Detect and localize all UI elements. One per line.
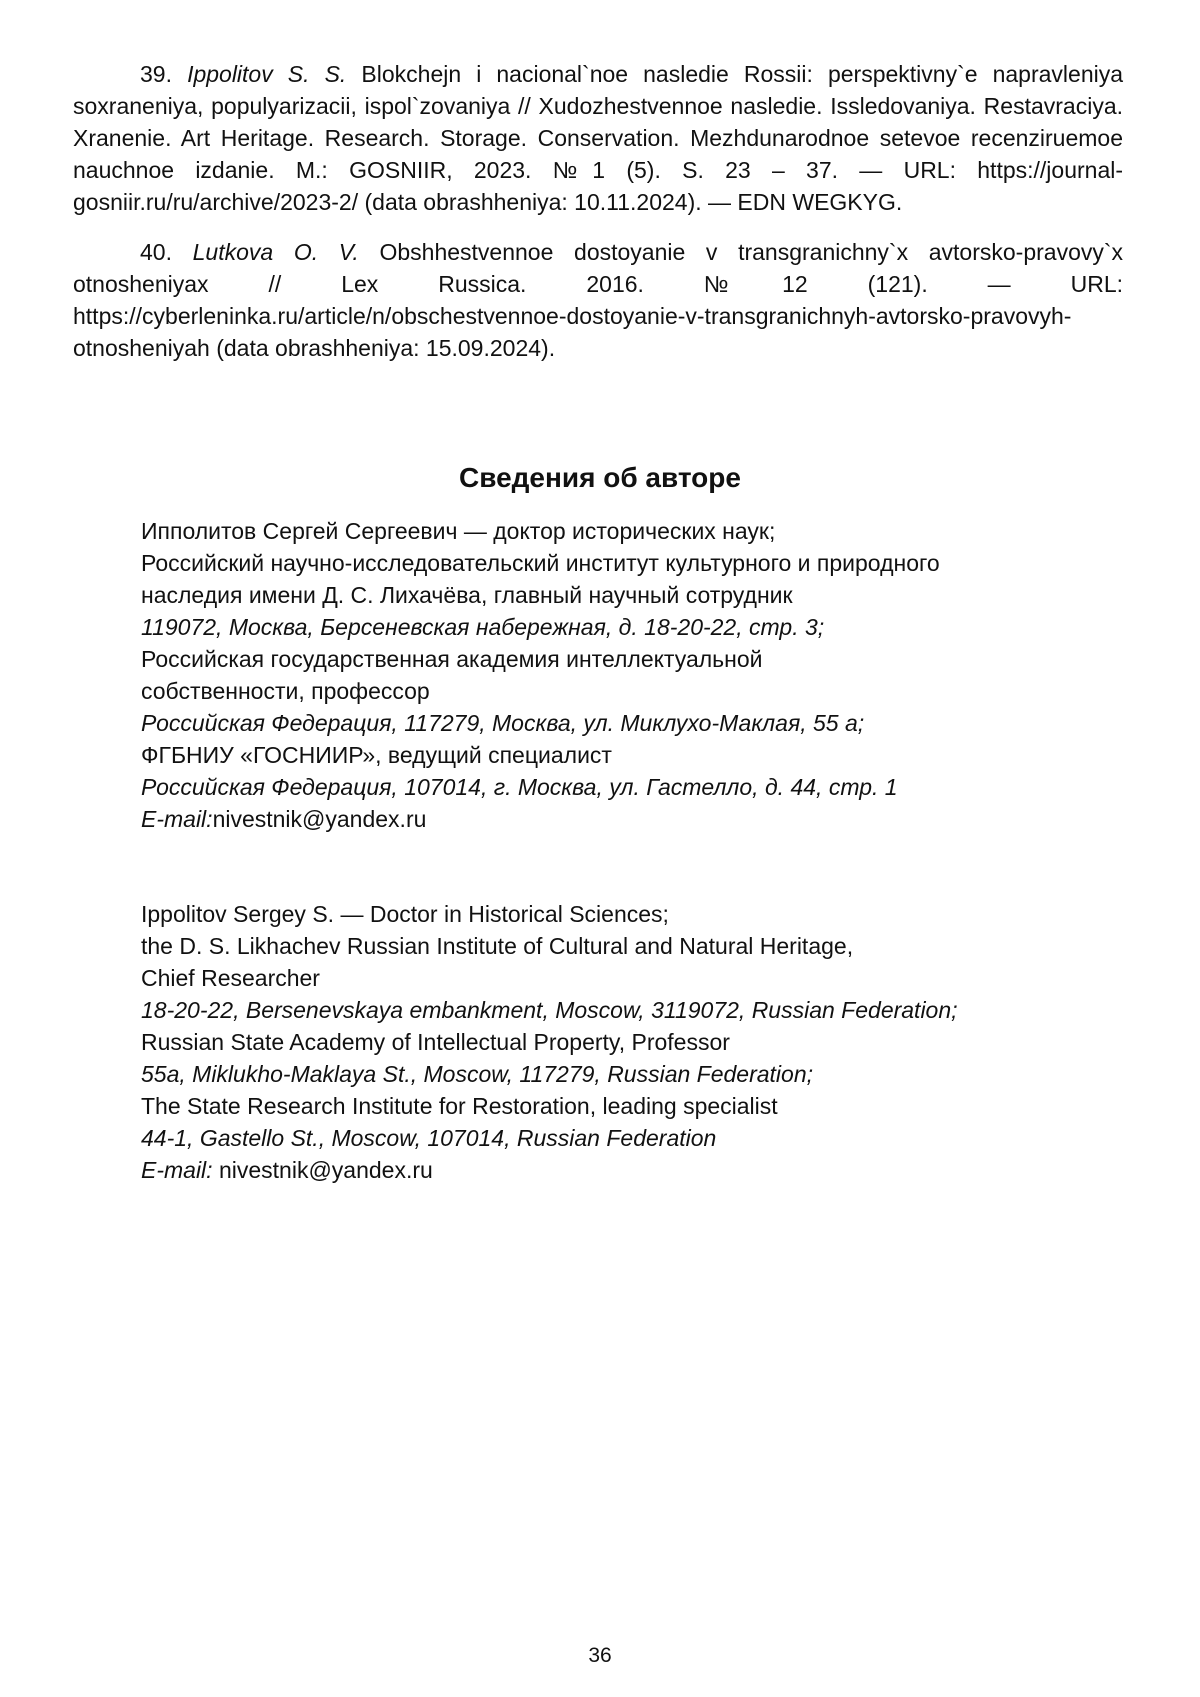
affiliation-line: The State Research Institute for Restoration, leading specialist xyxy=(141,1093,778,1119)
section-title: Сведения об авторе xyxy=(459,462,741,493)
author-name-degree: Ippolitov Sergey S. — Doctor in Historical Sciences; xyxy=(141,901,669,927)
affiliation-line: the D. S. Likhachev Russian Institute of Cultural and Natural Heritage, xyxy=(141,933,854,959)
affiliation-line: ФГБНИУ «ГОСНИИР», ведущий специалист xyxy=(141,742,612,768)
reference-number: 40. xyxy=(140,239,172,265)
reference-author: Lutkova O. V. xyxy=(192,239,359,265)
reference-author: Ippolitov S. S. xyxy=(187,61,347,87)
email-label: E-mail: xyxy=(141,806,213,832)
affiliation-line: Chief Researcher xyxy=(141,965,320,991)
address-line: 18-20-22, Bersenevskaya embankment, Moscow, 3119072, Russian Federation; xyxy=(141,997,958,1023)
email-link[interactable]: nivestnik@yandex.ru xyxy=(212,806,427,832)
email-link[interactable]: nivestnik@yandex.ru xyxy=(218,1157,433,1183)
affiliation-line: Russian State Academy of Intellectual Property, Professor xyxy=(141,1029,730,1055)
affiliation-line: собственности, профессор xyxy=(141,678,430,704)
affiliation-line: Российский научно-исследовательский институт культурного и природного xyxy=(141,550,940,576)
address-line: 55a, Miklukho-Maklaya St., Moscow, 117279, Russian Federation; xyxy=(141,1061,814,1087)
email-label: E-mail: xyxy=(141,1157,213,1183)
address-line: 44-1, Gastello St., Moscow, 107014, Russian Federation xyxy=(141,1125,717,1151)
reference-number: 39. xyxy=(140,61,172,87)
affiliation-line: наследия имени Д. С. Лихачёва, главный научный сотрудник xyxy=(141,582,793,608)
author-info-russian xyxy=(141,515,1141,835)
reference-text: Obshhestvennoe dostoyanie v transgranichny`x avtorsko-pravovy`x otnosheniyax // Lex Russica. 2016. №12 (121). — URL: https://cyberleninka.ru/article/n/obschestvennoe-dostoyanie-v-transgranichnyh-avtorsko-pravovyh-otnosheniyah (data obrashheniya: 15.09.2024). xyxy=(73,239,1124,361)
address-line: 119072, Москва, Берсеневская набережная, д. 18-20-22, стр. 3; xyxy=(141,614,825,640)
email-line xyxy=(141,803,1141,835)
reference-item-39 xyxy=(73,58,1123,218)
address-line: Российская Федерация, 107014, г. Москва, ул. Гастелло, д. 44, стр. 1 xyxy=(141,774,898,800)
affiliation-line: Российская государственная академия интеллектуальной xyxy=(141,646,763,672)
author-info-english xyxy=(141,898,1141,1186)
reference-list xyxy=(73,58,1123,382)
reference-text: Blokchejn i nacional`noe nasledie Rossii: perspektivny`e napravleniya soxraneniya, populyarizacii, ispol`zovaniya // Xudozhestvennoe nasledie. Issledovaniya. Restavraciya. Xranenie. Art Heritage. Research. Storage. Conservation. Mezhdunarodnoe setevoe recenziruemoe nauchnoe izdanie. M.: GOSNIIR, 2023. №1 (5). S. 23 – 37. — URL: https://journal-gosniir.ru/ru/archive/2023-2/ (data obrashheniya: 10.11.2024). — EDN WEGKYG. xyxy=(73,61,1124,215)
address-line: Российская Федерация, 117279, Москва, ул. Миклухо-Маклая, 55 а; xyxy=(141,710,865,736)
page-number: 36 xyxy=(588,1644,612,1667)
reference-item-40 xyxy=(73,236,1123,364)
email-line xyxy=(141,1154,1141,1186)
author-name-degree: Ипполитов Сергей Сергеевич — доктор исторических наук; xyxy=(141,518,776,544)
